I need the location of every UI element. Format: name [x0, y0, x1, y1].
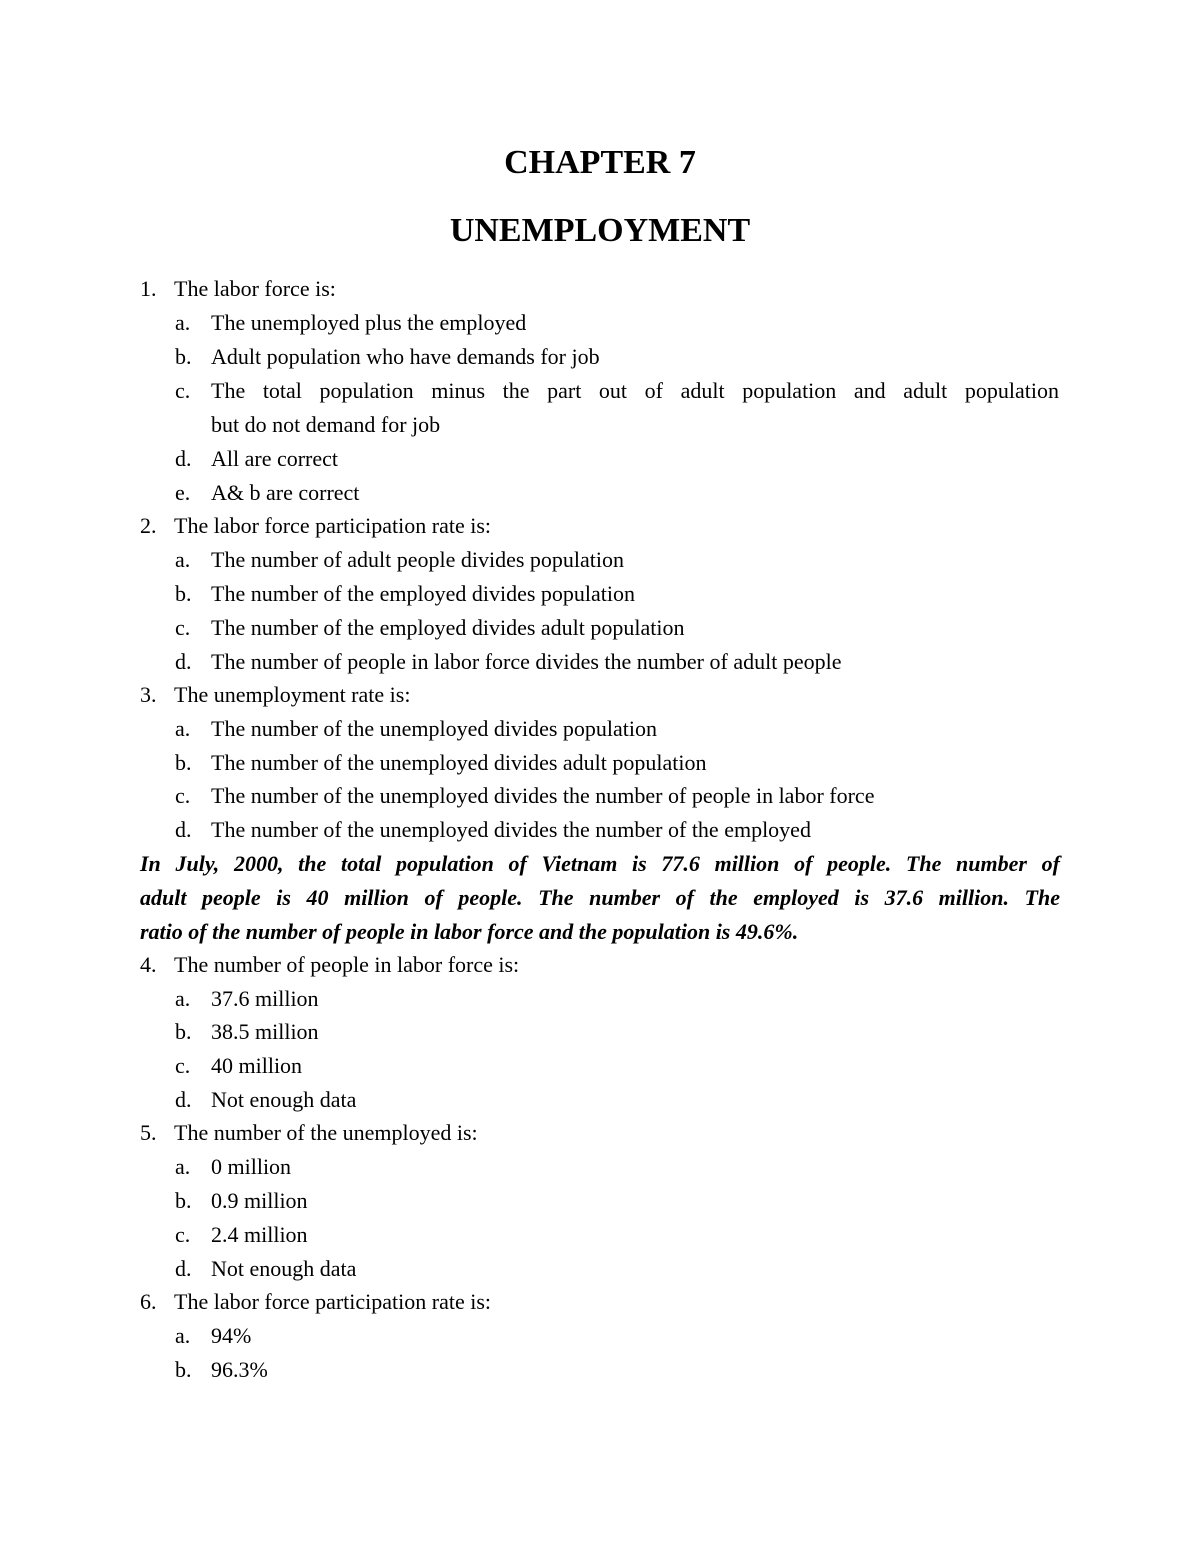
option-4d: [175, 1083, 356, 1117]
option-letter: b.: [175, 1357, 192, 1382]
option-letter: b.: [175, 750, 192, 775]
option-text: 38.5 million: [211, 1019, 319, 1044]
option-text: The number of the unemployed divides adult population: [211, 750, 707, 775]
question-text: The labor force participation rate is:: [174, 513, 492, 538]
option-text: The number of the employed divides adult population: [211, 615, 685, 640]
question-2: [140, 509, 491, 543]
question-text: The number of people in labor force is:: [174, 952, 520, 977]
option-3b: [175, 746, 707, 780]
option-letter: c.: [175, 378, 191, 403]
option-letter: a.: [175, 716, 191, 741]
question-text: The labor force is:: [174, 276, 336, 301]
chapter-title: UNEMPLOYMENT: [449, 212, 751, 249]
scenario-line-2: adult people is 40 million of people. The number of the employed is 37.6 million. The: [140, 885, 1060, 910]
option-text: The number of people in labor force divides the number of adult people: [211, 649, 842, 674]
option-5d: [175, 1252, 356, 1286]
option-text: The number of the unemployed divides the number of the employed: [211, 817, 811, 842]
question-4: [140, 948, 519, 982]
option-1d: [175, 442, 338, 476]
option-text: 96.3%: [211, 1357, 268, 1382]
scenario-line-1: In July, 2000, the total population of Vietnam is 77.6 million of people. The number of: [140, 851, 1060, 876]
option-text: 0 million: [211, 1154, 292, 1179]
option-letter: b.: [175, 1188, 192, 1213]
option-letter: a.: [175, 1323, 191, 1348]
option-letter: d.: [175, 446, 192, 471]
option-2c: [175, 611, 685, 645]
option-1e: [175, 476, 359, 510]
option-1a: [175, 306, 526, 340]
option-text: The number of adult people divides population: [211, 547, 625, 572]
option-letter: a.: [175, 986, 191, 1011]
option-letter: c.: [175, 1222, 191, 1247]
option-letter: d.: [175, 649, 192, 674]
option-letter: a.: [175, 547, 191, 572]
option-5c: [175, 1218, 308, 1252]
question-3: [140, 678, 410, 712]
option-text: 2.4 million: [211, 1222, 308, 1247]
option-text: The number of the unemployed divides the number of people in labor force: [211, 783, 875, 808]
option-1c-text-cont: but do not demand for job: [211, 412, 441, 437]
chapter-number: CHAPTER 7: [504, 144, 696, 181]
option-text: Adult population who have demands for job: [211, 344, 600, 369]
question-6: [140, 1285, 491, 1319]
option-text: The number of the unemployed divides population: [211, 716, 658, 741]
option-letter: c.: [175, 783, 191, 808]
option-4c: [175, 1049, 302, 1083]
question-number: 4.: [140, 952, 157, 977]
option-5b: [175, 1184, 308, 1218]
option-text: A& b are correct: [211, 480, 360, 505]
option-6a: [175, 1319, 251, 1353]
scenario-paragraph: [140, 847, 1060, 949]
option-1c: [175, 374, 211, 408]
option-2a: [175, 543, 624, 577]
option-letter: d.: [175, 817, 192, 842]
option-text: 0.9 million: [211, 1188, 308, 1213]
option-text: The number of the employed divides population: [211, 581, 636, 606]
question-text: The unemployment rate is:: [174, 682, 411, 707]
option-text: 40 million: [211, 1053, 303, 1078]
question-number: 2.: [140, 513, 157, 538]
option-text: 37.6 million: [211, 986, 319, 1011]
option-text: Not enough data: [211, 1087, 357, 1112]
option-3c: [175, 779, 874, 813]
option-2b: [175, 577, 635, 611]
question-number: 5.: [140, 1120, 157, 1145]
question-text: The number of the unemployed is:: [174, 1120, 478, 1145]
option-letter: c.: [175, 615, 191, 640]
option-text: The unemployed plus the employed: [211, 310, 527, 335]
option-4b: [175, 1015, 319, 1049]
option-letter: a.: [175, 1154, 191, 1179]
option-5a: [175, 1150, 291, 1184]
option-6b: [175, 1353, 268, 1387]
option-4a: [175, 982, 319, 1016]
option-letter: e.: [175, 480, 191, 505]
option-letter: b.: [175, 344, 192, 369]
option-text: 94%: [211, 1323, 252, 1348]
question-number: 6.: [140, 1289, 157, 1314]
option-1c-text: The total population minus the part out of adult population and adult population: [211, 378, 1059, 403]
scenario-line-3: ratio of the number of people in labor force and the population is 49.6%.: [140, 919, 799, 944]
option-letter: d.: [175, 1256, 192, 1281]
option-3d: [175, 813, 811, 847]
option-1b: [175, 340, 600, 374]
option-text: Not enough data: [211, 1256, 357, 1281]
option-letter: c.: [175, 1053, 191, 1078]
option-letter: b.: [175, 1019, 192, 1044]
question-number: 3.: [140, 682, 157, 707]
option-letter: d.: [175, 1087, 192, 1112]
question-text: The labor force participation rate is:: [174, 1289, 492, 1314]
option-3a: [175, 712, 657, 746]
question-1: [140, 272, 336, 306]
question-number: 1.: [140, 276, 157, 301]
option-letter: a.: [175, 310, 191, 335]
option-letter: b.: [175, 581, 192, 606]
option-text: All are correct: [211, 446, 339, 471]
question-5: [140, 1116, 478, 1150]
option-2d: [175, 645, 841, 679]
